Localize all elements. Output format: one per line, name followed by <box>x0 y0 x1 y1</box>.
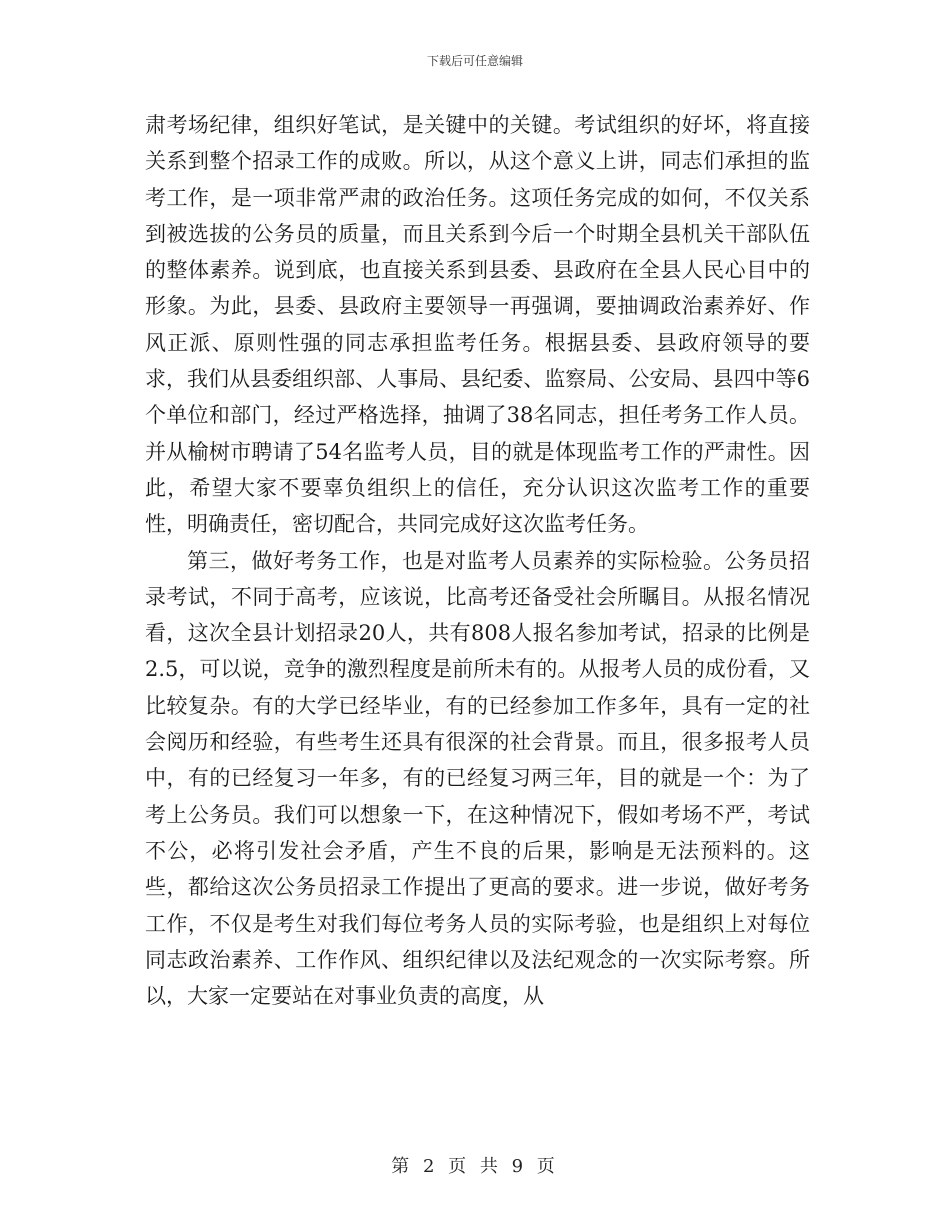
paragraph-continued: 肃考场纪律，组织好笔试，是关键中的关键。考试组织的好坏，将直接关系到整个招录工作的成败。所以，从这个意义上讲，同志们承担的监考工作，是一项非常严肃的政治任务。这项任务完成的如何，不仅关系到被选拔的公务员的质量，而且关系到今后一个时期全县机关干部队伍的整体素养。说到底，也直接关系到县委、县政府在全县人民心目中的形象。为此，县委、县政府主要领导一再强调，要抽调政治素养好、作风正派、原则性强的同志承担监考任务。根据县委、县政府领导的要求，我们从县委组织部、人事局、县纪委、监察局、公安局、县四中等6个单位和部门，经过严格选择，抽调了38名同志，担任考务工作人员。并从榆树市聘请了54名监考人员，目的就是体现监考工作的严肃性。因此，希望大家不要辜负组织上的信任，充分认识这次监考工作的重要性，明确责任，密切配合，共同完成好这次监考任务。 <box>145 113 810 537</box>
paragraph-third-point: 第三，做好考务工作，也是对监考人员素养的实际检验。公务员招录考试，不同于高考，应该说，比高考还备受社会所瞩目。从报名情况看，这次全县计划招录20人，共有808人报名参加考试，招录的比例是2.5，可以说，竞争的激烈程度是前所未有的。从报考人员的成份看，又比较复杂。有的大学已经毕业，有的已经参加工作多年，具有一定的社会阅历和经验，有些考生还具有很深的社会背景。而且，很多报考人员中，有的已经复习一年多，有的已经复习两三年，目的就是一个：为了考上公务员。我们可以想象一下，在这种情况下，假如考场不严，考试不公，必将引发社会矛盾，产生不良的后果，影响是无法预料的。这些，都给这次公务员招录工作提出了更高的要求。进一步说，做好考务工作，不仅是考生对我们每位考务人员的实际考验，也是组织上对每位同志政治素养、工作作风、组织纪律以及法纪观念的一次实际考察。所以，大家一定要站在对事业负责的高度，从 <box>145 548 810 1009</box>
document-body <box>145 107 810 1014</box>
page-header-note: 下载后可任意编辑 <box>426 54 523 68</box>
page-number-footer: 第 2 页 共 9 页 <box>391 1156 559 1177</box>
